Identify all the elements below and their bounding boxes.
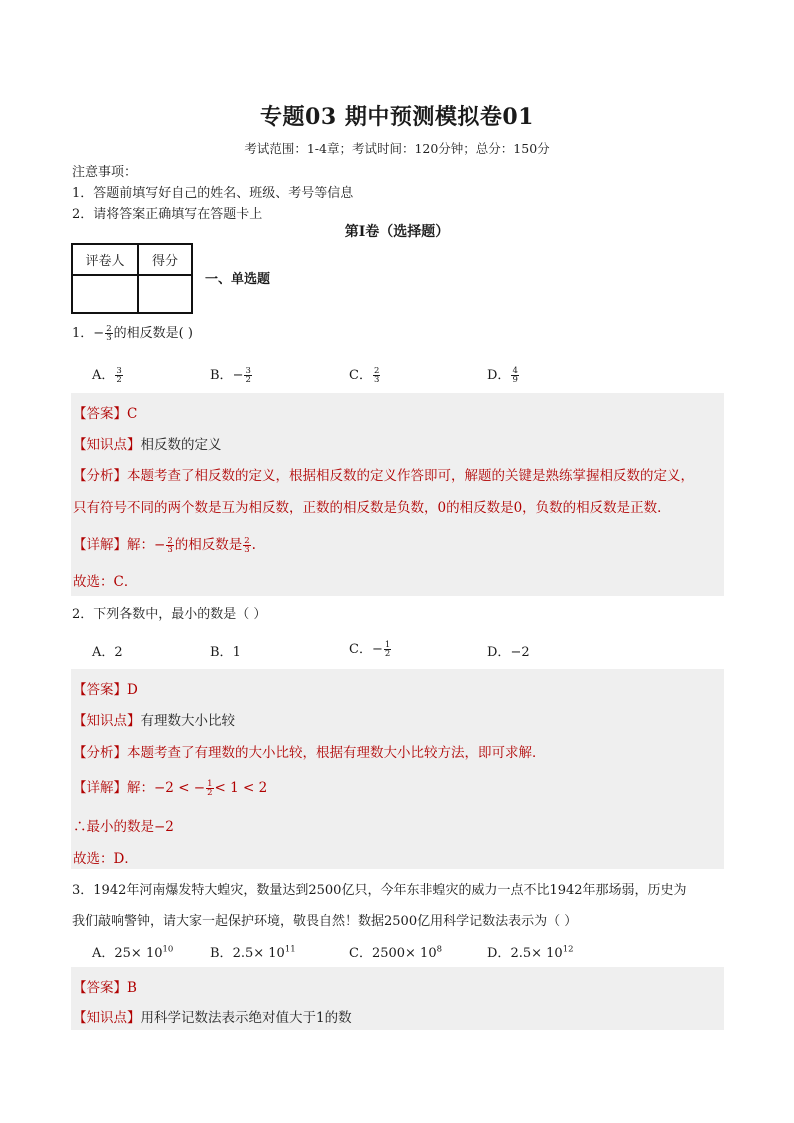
section-title: 一、单选题 [205, 272, 271, 287]
q2-detail: 【详解】解：−2 < − $\frac{1}{2}$ < 1 < 2 [73, 779, 268, 798]
q1-answer-block [71, 393, 724, 596]
notice-item-1: 1．答题前填写好自己的姓名、班级、考号等信息 [72, 186, 354, 201]
q3-answer: 【答案】B [73, 980, 137, 996]
question-3-line-2: 我们敲响警钟，请大家一起保护环境，敬畏自然！数据2500亿用科学记数法表示为（ ） [72, 914, 578, 929]
exam-info: 考试范围：1-4章；考试时间：120分钟；总分：150分 [244, 141, 550, 156]
score-table [71, 243, 193, 314]
q3-option-b: B．$2.5\times 10^{11}$ [210, 944, 296, 961]
question-text: 的相反数是( ) [113, 326, 193, 341]
q2-knowledge: 【知识点】有理数大小比较 [73, 713, 235, 729]
q2-option-b: B．1 [210, 645, 241, 660]
question-3-line-1: 3．1942年河南爆发特大蝗灾，数量达到2500亿只，今年东非蝗灾的威力一点不比1942年那场弱，历史为 [72, 883, 687, 898]
volume-title: 第I卷（选择题） [344, 224, 450, 240]
q2-answer: 【答案】D [73, 682, 138, 698]
question-2: 2．下列各数中，最小的数是（ ） [72, 607, 267, 622]
page-title: 专题03 期中预测模拟卷01 [260, 104, 534, 130]
q1-analysis-line-2: 只有符号不同的两个数是互为相反数，正数的相反数是负数，0的相反数是0，负数的相反数是正数． [73, 500, 671, 516]
q2-option-c: C．− $\frac{1}{2}$ [349, 640, 391, 659]
question-number: 1． [72, 326, 94, 341]
q1-detail: 【详解】解：− $\frac{2}{3}$ 的相反数是 $\frac{2}{3}$ . [73, 536, 256, 555]
q1-conclusion: 故选：C． [73, 574, 138, 590]
q2-answer-block [71, 669, 724, 869]
q2-analysis: 【分析】本题考查了有理数的大小比较，根据有理数大小比较方法，即可求解． [73, 745, 546, 761]
q2-option-d: D．−2 [487, 645, 530, 660]
q2-therefore: ∴最小的数是−2 [73, 819, 174, 835]
q1-option-d: D． $\frac{4}{9}$ [487, 366, 518, 385]
notice-item-2: 2．请将答案正确填写在答题卡上 [72, 207, 263, 222]
q2-conclusion: 故选：D． [73, 851, 138, 867]
question-1 [72, 322, 193, 342]
q3-option-c: C．$2500\times 10^8$ [349, 944, 443, 961]
score-table-score-cell [138, 275, 192, 313]
score-table-score-header: 得分 [138, 244, 192, 275]
score-table-grader-header: 评卷人 [72, 244, 138, 275]
q1-analysis-line-1: 【分析】本题考查了相反数的定义，根据相反数的定义作答即可，解题的关键是熟练掌握相反数的定义， [73, 468, 694, 484]
q1-option-a: A． $\frac{3}{2}$ [92, 366, 122, 385]
minus-sign: − [93, 326, 105, 341]
q1-knowledge: 【知识点】相反数的定义 [73, 437, 222, 453]
q1-option-c: C． $\frac{2}{3}$ [349, 366, 380, 385]
q3-knowledge: 【知识点】用科学记数法表示绝对值大于1的数 [73, 1010, 352, 1026]
fraction: $\frac{2}{3}$ [106, 324, 112, 343]
q3-option-a: A．$25\times 10^{10}$ [92, 944, 174, 961]
q2-option-a: A．2 [92, 645, 123, 660]
q3-option-d: D．$2.5\times 10^{12}$ [487, 944, 574, 961]
notice-heading: 注意事项： [72, 165, 138, 180]
q1-answer: 【答案】C [73, 406, 138, 422]
q1-option-b: B．− $\frac{3}{2}$ [210, 366, 251, 385]
score-table-grader-cell [72, 275, 138, 313]
